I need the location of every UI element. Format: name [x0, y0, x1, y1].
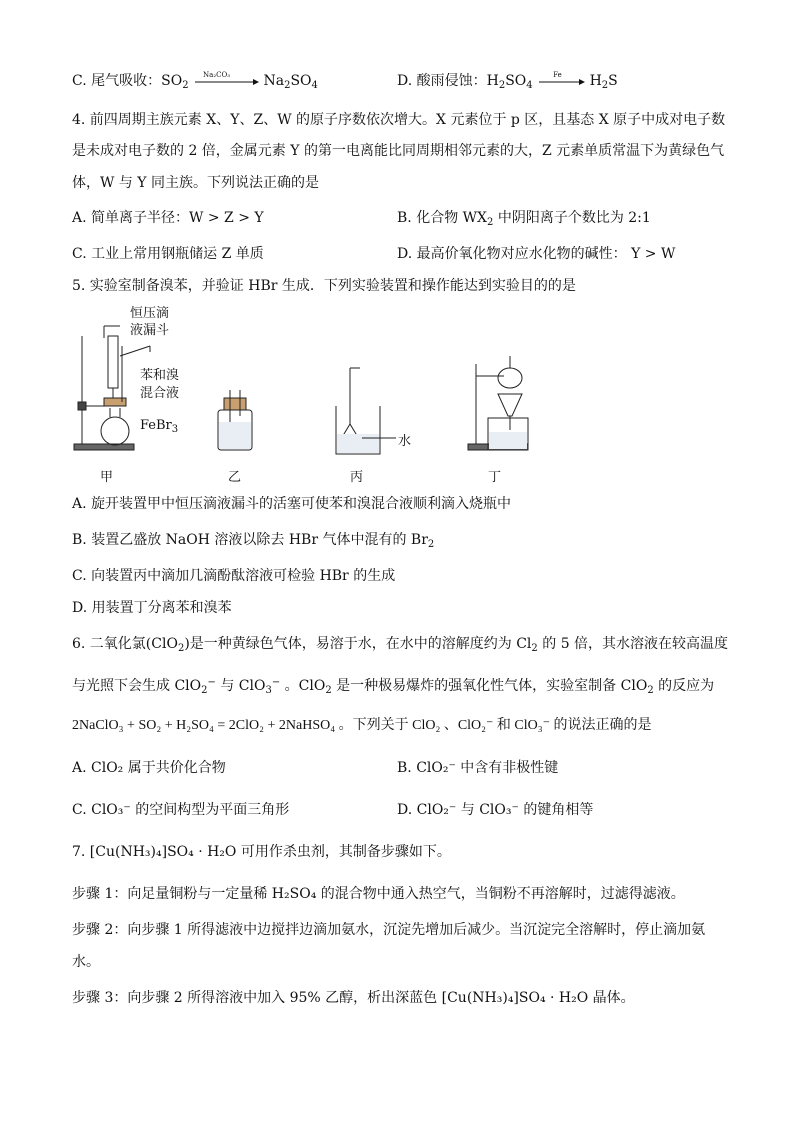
- reaction-arrow-icon: [193, 71, 259, 88]
- q6-option-a: A. ClO₂ 属于共价化合物: [72, 760, 226, 776]
- q6-option-c: C. ClO₃⁻ 的空间构型为平面三角形: [72, 802, 290, 818]
- label-ding: 丁: [488, 470, 502, 485]
- q3-option-d: [397, 71, 618, 91]
- q6-l1a: 6. 二氧化氯(ClO: [72, 636, 178, 652]
- q7-step1: 步骤 1：向足量铜粉与一定量稀 H₂SO₄ 的混合物中通入热空气，当铜粉不再溶解时，过滤得滤液。: [72, 886, 685, 902]
- label-mix-2: 混合液: [140, 386, 180, 401]
- q6-l2a: 与光照下会生成 ClO: [72, 678, 202, 694]
- arrow-reagent: Na₂CO₃: [203, 71, 231, 79]
- q6-option-b: B. ClO₂⁻ 中含有非极性键: [397, 760, 559, 776]
- q3-d-prefix: D. 酸雨侵蚀：H: [397, 73, 499, 89]
- label-bing: 丙: [350, 470, 364, 485]
- catalyst-text: FeBr: [140, 418, 172, 433]
- arrow-reagent: Fe: [553, 71, 562, 79]
- q5-option-c: C. 向装置丙中滴加几滴酚酞溶液可检验 HBr 的生成: [72, 568, 396, 584]
- q7-step2-line2: 水。: [72, 954, 100, 970]
- q5-stem: 5. 实验室制备溴苯，并验证 HBr 生成．下列实验装置和操作能达到实验目的的是: [72, 278, 576, 294]
- sub: 2: [182, 80, 189, 91]
- q6-l1c: 的 5 倍，其水溶液在较高温度: [537, 636, 729, 652]
- sub: 2: [325, 685, 332, 696]
- sub: 2: [601, 80, 609, 91]
- sub: 3: [171, 424, 179, 435]
- q6-line1: [72, 634, 728, 654]
- sub: 4: [526, 80, 533, 91]
- label-mix-1: 苯和溴: [140, 368, 180, 383]
- q5-b-pre: B. 装置乙盛放 NaOH 溶液以除去 HBr 气体中混有的 Br: [72, 532, 428, 548]
- q5-apparatus-figure: [60, 306, 560, 486]
- sub: 2: [498, 80, 506, 91]
- label-jia: 甲: [100, 470, 114, 485]
- q3-d-product2: S: [608, 73, 618, 89]
- q7-step3: 步骤 3：向步骤 2 所得溶液中加入 95% 乙醇，析出深蓝色 [Cu(NH₃)₄]SO₄ · H₂O 晶体。: [72, 990, 635, 1006]
- q3-d-mid: SO: [505, 73, 527, 89]
- q4-option-a: A. 简单离子半径：W > Z > Y: [72, 210, 264, 226]
- q6-option-d: D. ClO₂⁻ 与 ClO₃⁻ 的键角相等: [397, 802, 594, 818]
- sup: −: [271, 677, 281, 688]
- q6-l2e: 的反应为: [653, 678, 715, 694]
- sup: −: [207, 677, 216, 688]
- sub: 2: [487, 217, 494, 228]
- sub: 2: [177, 643, 185, 654]
- q4-stem-line2: 是未成对电子数的 2 倍，金属元素 Y 的第一电离能比同周期相邻元素的大，Z 元素单质常温下为黄绿色气: [72, 143, 725, 159]
- q6-l2c: 。ClO: [280, 678, 326, 694]
- q6-l2d: 是一种极易爆炸的强氧化性气体，实验室制备 ClO: [331, 678, 648, 694]
- sub: 3: [265, 685, 272, 696]
- q3-c-prefix: C. 尾气吸收：SO: [72, 73, 183, 89]
- label-catalyst: [140, 418, 178, 433]
- q3-d-product: H: [589, 73, 602, 89]
- q5-option-b: [72, 530, 434, 550]
- q3-c-product: Na: [263, 73, 285, 89]
- q4-stem-line3: 体，W 与 Y 同主族。下列说法正确的是: [72, 175, 319, 191]
- sub: 2: [531, 643, 538, 654]
- q7-stem: 7. [Cu(NH₃)₄]SO₄ · H₂O 可用作杀虫剂，其制备步骤如下。: [72, 844, 451, 860]
- q4-option-b: [397, 208, 651, 228]
- q4-b-pre: B. 化合物 WX: [397, 210, 487, 226]
- reaction-arrow-icon: [537, 71, 585, 88]
- sub: 2: [427, 539, 435, 550]
- q7-step2-line1: 步骤 2：向步骤 1 所得滤液中边搅拌边滴加氨水，沉淀先增加后减少。当沉淀完全溶解时，停止滴加氨: [72, 922, 706, 938]
- q4-stem-line1: 4. 前四周期主族元素 X、Y、Z、W 的原子序数依次增大。X 元素位于 p 区，且基态 X 原子中成对电子数: [72, 112, 726, 128]
- q6-l2b: 与 ClO: [215, 678, 266, 694]
- label-funnel-1: 恒压滴: [130, 306, 170, 321]
- q4-b-post: 中阴阳离子个数比为 2:1: [493, 210, 651, 226]
- sub: 2: [201, 685, 208, 696]
- q5-option-d: D. 用装置丁分离苯和溴苯: [72, 600, 232, 616]
- sub: 2: [284, 80, 291, 91]
- sub: 4: [311, 80, 318, 91]
- label-water: 水: [398, 434, 412, 449]
- q3-option-c: [72, 71, 318, 91]
- sub: 2: [647, 685, 654, 696]
- label-yi: 乙: [228, 470, 242, 485]
- q6-line2: [72, 676, 714, 696]
- label-funnel-2: 液漏斗: [130, 323, 170, 338]
- q4-option-d: D. 最高价氧化物对应水化物的碱性： Y > W: [397, 246, 676, 262]
- q5-option-a: A. 旋开装置甲中恒压滴液漏斗的活塞可使苯和溴混合液顺利滴入烧瓶中: [72, 496, 512, 512]
- q3-c-product2: SO: [290, 73, 312, 89]
- q4-option-c: C. 工业上常用钢瓶储运 Z 单质: [72, 246, 264, 262]
- q6-equation: 2NaClO₃ + SO₂ + H₂SO₄ = 2ClO₂ + 2NaHSO₄ 。下列关于 ClO₂ 、ClO₂⁻ 和 ClO₃⁻ 的说法正确的是: [72, 718, 652, 733]
- q6-l1b: )是一种黄绿色气体，易溶于水，在水中的溶解度约为 Cl: [184, 636, 532, 652]
